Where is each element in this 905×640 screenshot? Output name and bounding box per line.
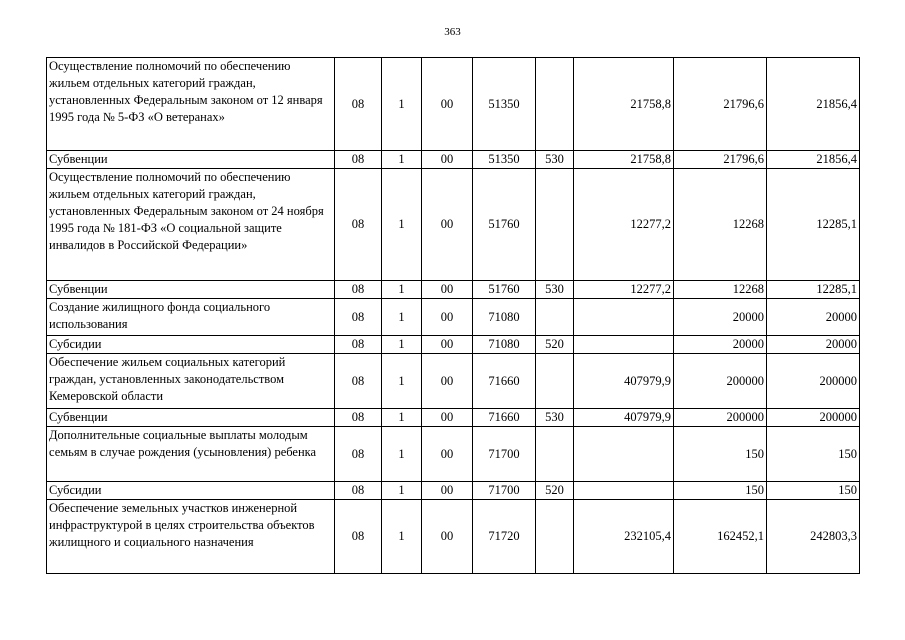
amount-2-cell: 12268 — [674, 281, 767, 299]
item-name-cell: Дополнительные социальные выплаты молодым семьям в случае рождения (усыновления) ребенка — [47, 427, 335, 482]
item-name-cell: Осуществление полномочий по обеспечению жильем отдельных категорий граждан, установленных Федеральным законом от 24 ноября 1995 года № 181-ФЗ «О социальной защите инвалидов в Российской Федерации» — [47, 169, 335, 281]
section-code-cell: 08 — [335, 299, 382, 336]
amount-3-cell: 150 — [767, 427, 860, 482]
target-code-cell: 71660 — [473, 409, 536, 427]
program-code-cell: 1 — [382, 482, 422, 500]
expense-type-cell — [536, 58, 574, 151]
target-code-cell: 71080 — [473, 299, 536, 336]
amount-1-cell: 12277,2 — [574, 169, 674, 281]
item-name-cell: Осуществление полномочий по обеспечению жильем отдельных категорий граждан, установленных Федеральным законом от 12 января 1995 года № 5-ФЗ «О ветеранах» — [47, 58, 335, 151]
program-code-cell: 1 — [382, 281, 422, 299]
item-name-cell: Субвенции — [47, 281, 335, 299]
amount-1-cell: 21758,8 — [574, 151, 674, 169]
subprogram-code-cell: 00 — [422, 500, 473, 574]
amount-2-cell: 162452,1 — [674, 500, 767, 574]
amount-1-cell — [574, 482, 674, 500]
amount-3-cell: 200000 — [767, 409, 860, 427]
amount-3-cell: 20000 — [767, 299, 860, 336]
expense-type-cell — [536, 169, 574, 281]
amount-2-cell: 150 — [674, 482, 767, 500]
item-name-cell: Обеспечение земельных участков инженерной инфраструктурой в целях строительства объектов жилищного и социального назначения — [47, 500, 335, 574]
subprogram-code-cell: 00 — [422, 169, 473, 281]
amount-3-cell: 12285,1 — [767, 281, 860, 299]
item-name-cell: Субсидии — [47, 336, 335, 354]
amount-2-cell: 200000 — [674, 354, 767, 409]
target-code-cell: 71660 — [473, 354, 536, 409]
subprogram-code-cell: 00 — [422, 354, 473, 409]
amount-2-cell: 21796,6 — [674, 151, 767, 169]
section-code-cell: 08 — [335, 336, 382, 354]
expense-type-cell: 520 — [536, 336, 574, 354]
expense-type-cell: 530 — [536, 409, 574, 427]
amount-3-cell: 21856,4 — [767, 151, 860, 169]
amount-2-cell: 12268 — [674, 169, 767, 281]
amount-2-cell: 20000 — [674, 336, 767, 354]
amount-2-cell: 20000 — [674, 299, 767, 336]
amount-3-cell: 150 — [767, 482, 860, 500]
table-row — [47, 500, 860, 574]
amount-1-cell: 407979,9 — [574, 354, 674, 409]
expense-type-cell — [536, 500, 574, 574]
amount-1-cell — [574, 427, 674, 482]
program-code-cell: 1 — [382, 336, 422, 354]
amount-3-cell: 20000 — [767, 336, 860, 354]
program-code-cell: 1 — [382, 151, 422, 169]
program-code-cell: 1 — [382, 299, 422, 336]
section-code-cell: 08 — [335, 281, 382, 299]
expense-type-cell: 530 — [536, 151, 574, 169]
program-code-cell: 1 — [382, 58, 422, 151]
page-number: 363 — [444, 26, 461, 38]
target-code-cell: 51760 — [473, 281, 536, 299]
table-row — [47, 299, 860, 336]
subprogram-code-cell: 00 — [422, 299, 473, 336]
amount-2-cell: 21796,6 — [674, 58, 767, 151]
table-row — [47, 169, 860, 281]
table-row — [47, 58, 860, 151]
target-code-cell: 51350 — [473, 151, 536, 169]
table-row — [47, 281, 860, 299]
table-row — [47, 427, 860, 482]
item-name-cell: Создание жилищного фонда социального использования — [47, 299, 335, 336]
expense-type-cell — [536, 299, 574, 336]
program-code-cell: 1 — [382, 169, 422, 281]
amount-1-cell — [574, 336, 674, 354]
item-name-cell: Обеспечение жильем социальных категорий граждан, установленных законодательством Кемеровской области — [47, 354, 335, 409]
section-code-cell: 08 — [335, 409, 382, 427]
item-name-cell: Субвенции — [47, 151, 335, 169]
subprogram-code-cell: 00 — [422, 336, 473, 354]
amount-1-cell: 407979,9 — [574, 409, 674, 427]
section-code-cell: 08 — [335, 169, 382, 281]
subprogram-code-cell: 00 — [422, 58, 473, 151]
table-row — [47, 409, 860, 427]
target-code-cell: 51760 — [473, 169, 536, 281]
program-code-cell: 1 — [382, 500, 422, 574]
section-code-cell: 08 — [335, 482, 382, 500]
table-row — [47, 482, 860, 500]
program-code-cell: 1 — [382, 427, 422, 482]
table-row — [47, 151, 860, 169]
target-code-cell: 51350 — [473, 58, 536, 151]
amount-1-cell: 232105,4 — [574, 500, 674, 574]
budget-table — [46, 57, 860, 574]
section-code-cell: 08 — [335, 427, 382, 482]
section-code-cell: 08 — [335, 151, 382, 169]
amount-1-cell: 12277,2 — [574, 281, 674, 299]
expense-type-cell — [536, 354, 574, 409]
amount-3-cell: 200000 — [767, 354, 860, 409]
amount-2-cell: 150 — [674, 427, 767, 482]
subprogram-code-cell: 00 — [422, 482, 473, 500]
amount-1-cell: 21758,8 — [574, 58, 674, 151]
target-code-cell: 71700 — [473, 427, 536, 482]
section-code-cell: 08 — [335, 500, 382, 574]
program-code-cell: 1 — [382, 409, 422, 427]
subprogram-code-cell: 00 — [422, 427, 473, 482]
amount-1-cell — [574, 299, 674, 336]
expense-type-cell — [536, 427, 574, 482]
subprogram-code-cell: 00 — [422, 409, 473, 427]
program-code-cell: 1 — [382, 354, 422, 409]
amount-2-cell: 200000 — [674, 409, 767, 427]
item-name-cell: Субвенции — [47, 409, 335, 427]
section-code-cell: 08 — [335, 58, 382, 151]
amount-3-cell: 242803,3 — [767, 500, 860, 574]
table-row — [47, 354, 860, 409]
expense-type-cell: 530 — [536, 281, 574, 299]
table-row — [47, 336, 860, 354]
subprogram-code-cell: 00 — [422, 281, 473, 299]
section-code-cell: 08 — [335, 354, 382, 409]
subprogram-code-cell: 00 — [422, 151, 473, 169]
target-code-cell: 71700 — [473, 482, 536, 500]
amount-3-cell: 21856,4 — [767, 58, 860, 151]
target-code-cell: 71080 — [473, 336, 536, 354]
item-name-cell: Субсидии — [47, 482, 335, 500]
expense-type-cell: 520 — [536, 482, 574, 500]
target-code-cell: 71720 — [473, 500, 536, 574]
amount-3-cell: 12285,1 — [767, 169, 860, 281]
